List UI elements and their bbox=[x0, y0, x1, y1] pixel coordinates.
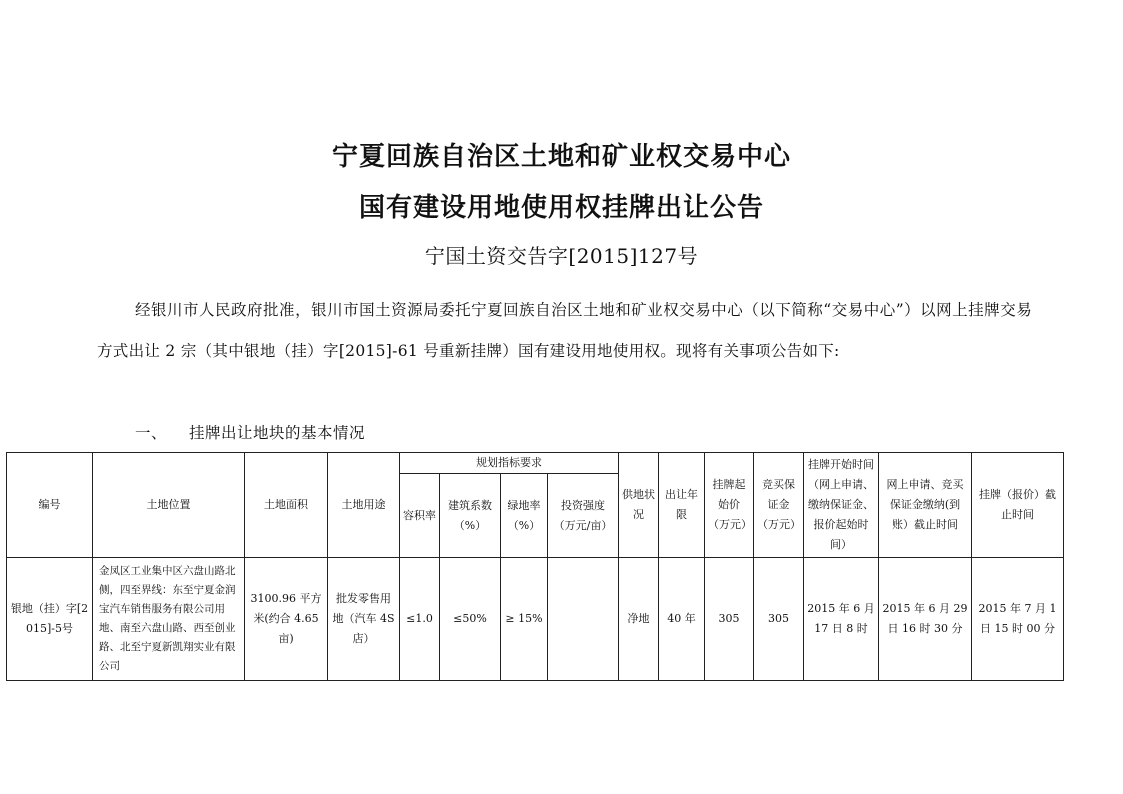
header-deposit: 竞买保证金（万元） bbox=[754, 453, 804, 558]
cell-building-density: ≤50% bbox=[440, 558, 501, 681]
section-heading bbox=[135, 421, 365, 443]
cell-listing-start: 2015 年 6 月 17 日 8 时 bbox=[804, 558, 879, 681]
notice-title-line2: 国有建设用地使用权挂牌出让公告 bbox=[358, 193, 764, 223]
notice-title-line1: 宁夏回族自治区土地和矿业权交易中心 bbox=[331, 142, 791, 172]
cell-investment-intensity bbox=[548, 558, 619, 681]
header-use: 土地用途 bbox=[328, 453, 400, 558]
cell-use: 批发零售用地（汽车 4S 店） bbox=[328, 558, 400, 681]
cell-green-rate: ≥ 15% bbox=[501, 558, 548, 681]
header-supply-status: 供地状况 bbox=[619, 453, 659, 558]
header-building-density: 建筑系数（%） bbox=[440, 474, 501, 558]
header-investment-intensity: 投资强度（万元/亩） bbox=[548, 474, 619, 558]
header-id: 编号 bbox=[7, 453, 93, 558]
header-start-price: 挂牌起始价（万元） bbox=[705, 453, 754, 558]
table-row bbox=[7, 558, 1123, 681]
section-number: 一、 bbox=[135, 424, 168, 442]
header-lease-term: 出让年限 bbox=[659, 453, 705, 558]
header-location: 土地位置 bbox=[93, 453, 245, 558]
cell-online-apply-deadline: 2015 年 6 月 29 日 16 时 30 分 bbox=[879, 558, 972, 681]
table-header-row bbox=[7, 453, 1123, 474]
cell-far: ≤1.0 bbox=[400, 558, 440, 681]
header-area: 土地面积 bbox=[245, 453, 328, 558]
header-planning-group: 规划指标要求 bbox=[400, 453, 619, 474]
header-far: 容积率 bbox=[400, 474, 440, 558]
header-green-rate: 绿地率（%） bbox=[501, 474, 548, 558]
cell-supply-status: 净地 bbox=[619, 558, 659, 681]
cell-listing-end: 2015 年 7 月 1 日 15 时 00 分 bbox=[972, 558, 1064, 681]
header-online-apply-deadline: 网上申请、竞买保证金缴纳(到账）截止时间 bbox=[879, 453, 972, 558]
cell-id: 银地（挂）字[2015]-5号 bbox=[7, 558, 93, 681]
intro-paragraph: 经银川市人民政府批准，银川市国土资源局委托宁夏回族自治区土地和矿业权交易中心（以下简称“交易中心”）以网上挂牌交易方式出让 2 宗（其中银地（挂）字[2015]-61 号重新挂牌）国有建设用地使用权。现将有关事项公告如下: bbox=[97, 301, 1032, 360]
cell-start-price: 305 bbox=[705, 558, 754, 681]
cell-area: 3100.96 平方米(约合 4.65 亩) bbox=[245, 558, 328, 681]
land-parcel-table bbox=[6, 452, 1123, 681]
cell-location: 金凤区工业集中区六盘山路北侧，四至界线：东至宁夏金润宝汽车销售服务有限公司用地、南至六盘山路、西至创业路、北至宁夏新凯翔实业有限公司 bbox=[93, 558, 245, 681]
document-number: 宁国土资交告字[2015]127号 bbox=[424, 244, 699, 268]
header-listing-end: 挂牌（报价）截止时间 bbox=[972, 453, 1064, 558]
cell-lease-term: 40 年 bbox=[659, 558, 705, 681]
header-listing-start: 挂牌开始时间（网上申请、缴纳保证金、报价起始时间） bbox=[804, 453, 879, 558]
section-title: 挂牌出让地块的基本情况 bbox=[189, 424, 366, 442]
cell-deposit: 305 bbox=[754, 558, 804, 681]
